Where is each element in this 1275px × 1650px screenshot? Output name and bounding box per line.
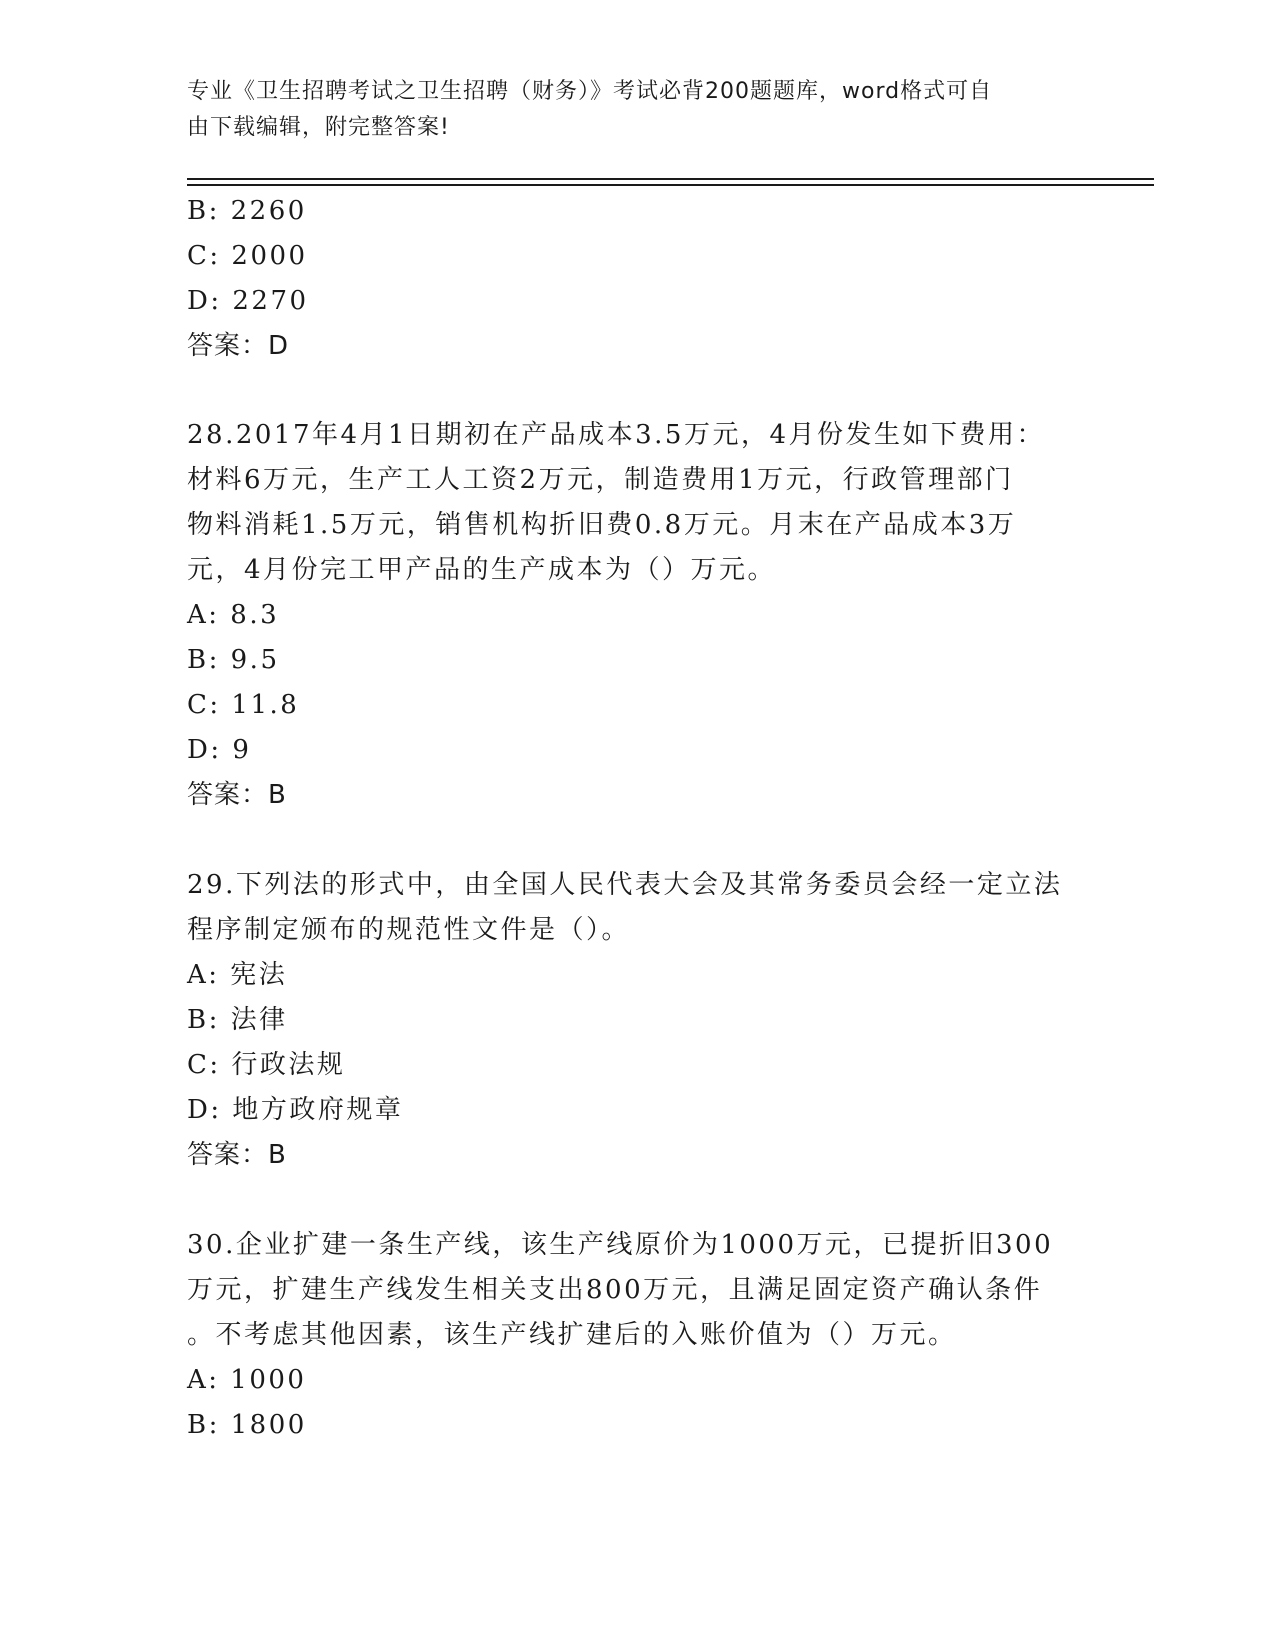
q30-stem-line-2: 万元，扩建生产线发生相关支出800万元，且满足固定资产确认条件 <box>187 1275 1043 1305</box>
q28-stem-line-4: 元，4月份完工甲产品的生产成本为（）万元。 <box>187 555 777 585</box>
q27-option-d: D: 2270 <box>187 286 309 316</box>
q27-option-c: C: 2000 <box>187 241 308 271</box>
header-title-line-1: 专业《卫生招聘考试之卫生招聘（财务）》考试必背200题题库，word格式可自 <box>187 79 993 104</box>
q27-answer: 答案：D <box>187 331 290 361</box>
header-title-line-2: 由下载编辑，附完整答案! <box>187 115 450 140</box>
q29-stem-line-1: 29.下列法的形式中，由全国人民代表大会及其常务委员会经一定立法 <box>187 870 1063 900</box>
q28-answer: 答案：B <box>187 780 287 810</box>
q29-stem-line-2: 程序制定颁布的规范性文件是（）。 <box>187 915 631 945</box>
q29-answer: 答案：B <box>187 1140 287 1170</box>
q28-stem-line-2: 材料6万元，生产工人工资2万元，制造费用1万元，行政管理部门 <box>187 465 1014 495</box>
header-divider-bottom <box>187 184 1154 186</box>
q28-option-d: D: 9 <box>187 735 252 765</box>
q29-option-b: B: 法律 <box>187 1005 288 1035</box>
q28-stem-line-3: 物料消耗1.5万元，销售机构折旧费0.8万元。月末在产品成本3万 <box>187 510 1017 540</box>
q30-stem-line-1: 30.企业扩建一条生产线，该生产线原价为1000万元，已提折旧300 <box>187 1230 1054 1260</box>
document-header <box>187 74 1067 146</box>
q29-option-c: C: 行政法规 <box>187 1050 346 1080</box>
q30-stem-line-3: 。不考虑其他因素，该生产线扩建后的入账价值为（）万元。 <box>187 1320 957 1350</box>
q30-option-b: B: 1800 <box>187 1410 307 1440</box>
q28-option-a: A: 8.3 <box>187 600 280 630</box>
q30-option-a: A: 1000 <box>187 1365 307 1395</box>
header-divider-top <box>187 178 1154 180</box>
q29-option-a: A: 宪法 <box>187 960 288 990</box>
q29-option-d: D: 地方政府规章 <box>187 1095 404 1125</box>
q27-option-b: B: 2260 <box>187 196 307 226</box>
q28-option-c: C: 11.8 <box>187 690 300 720</box>
q28-stem-line-1: 28.2017年4月1日期初在产品成本3.5万元，4月份发生如下费用： <box>187 420 1045 450</box>
q28-option-b: B: 9.5 <box>187 645 280 675</box>
